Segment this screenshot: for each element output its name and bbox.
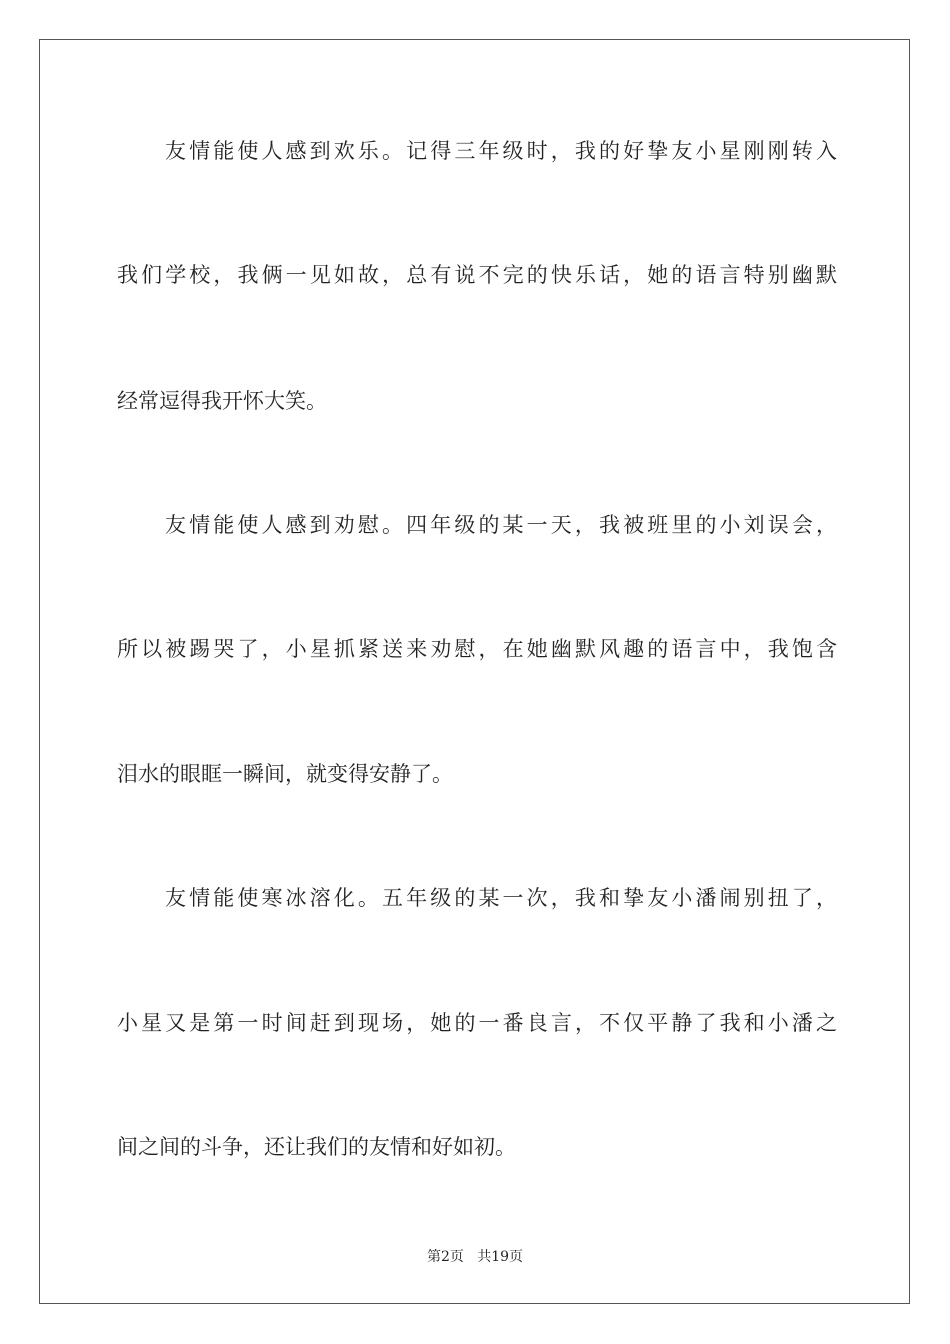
paragraph-1-line-3: 经常逗得我开怀大笑。 — [117, 389, 327, 413]
paragraph-2-line-2: 所以被踢哭了，小星抓紧送来劝慰，在她幽默风趣的语言中，我饱含 — [117, 637, 837, 661]
paragraph-3-line-3: 间之间的斗争，还让我们的友情和好如初。 — [117, 1135, 516, 1159]
paragraph-3-line-1: 友情能使寒冰溶化。五年级的某一次，我和挚友小潘闹别扭了， — [165, 886, 837, 910]
paragraph-1-line-2: 我们学校，我俩一见如故，总有说不完的快乐话，她的语言特别幽默 — [117, 263, 837, 287]
page-number-footer: 第2页 共19页 — [426, 1249, 524, 1265]
paragraph-3-line-2: 小星又是第一时间赶到现场，她的一番良言，不仅平静了我和小潘之 — [117, 1011, 837, 1035]
paragraph-2-line-3: 泪水的眼眶一瞬间，就变得安静了。 — [117, 762, 453, 786]
page-frame — [39, 39, 910, 1304]
paragraph-1-line-1: 友情能使人感到欢乐。记得三年级时，我的好挚友小星刚刚转入 — [165, 139, 837, 163]
paragraph-2-line-1: 友情能使人感到劝慰。四年级的某一天，我被班里的小刘误会， — [165, 513, 837, 537]
